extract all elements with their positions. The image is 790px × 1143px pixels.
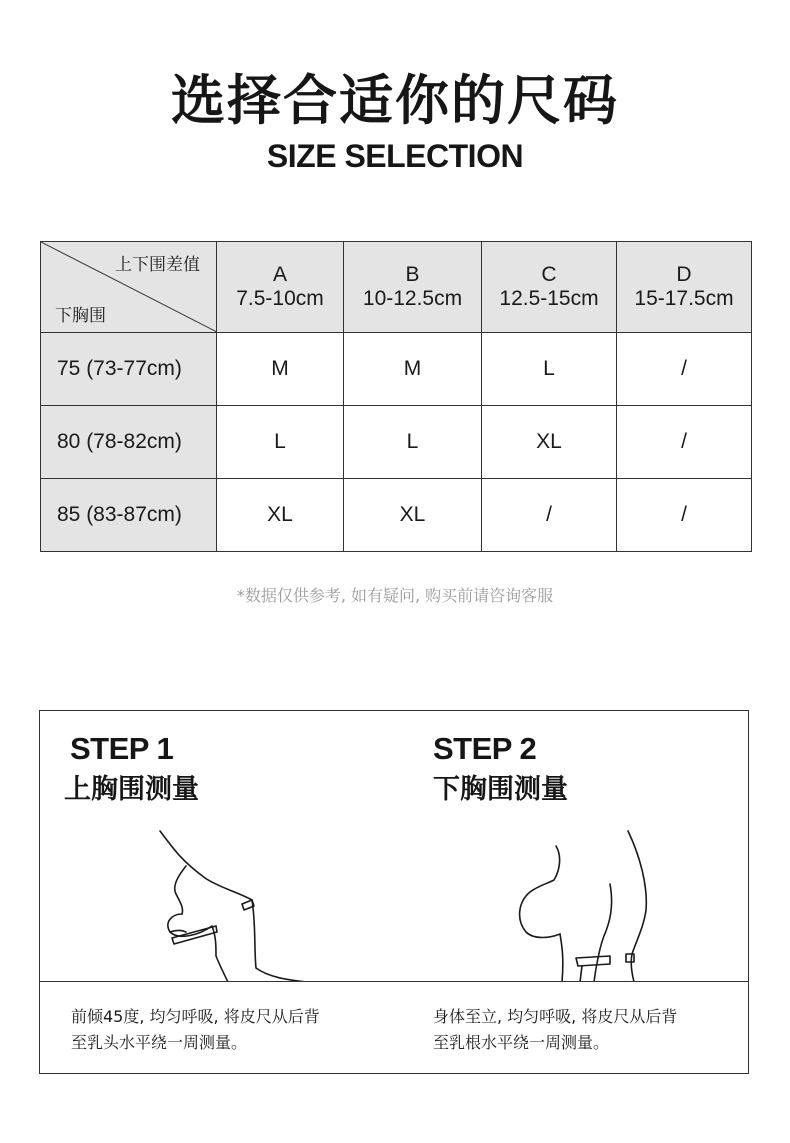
step-2-subtitle: 下胸围测量 (433, 774, 568, 805)
steps-divider (40, 981, 748, 982)
disclaimer-note: *数据仅供参考, 如有疑问, 购买前请咨询客服 (236, 586, 554, 605)
cup-name: D (676, 263, 692, 286)
step-1-label: STEP 1 (70, 731, 174, 766)
column-header-b (344, 242, 482, 333)
table-header-row (41, 242, 752, 333)
column-axis-label: 上下围差值 (115, 255, 200, 275)
step-2-desc-line: 身体至立, 均匀呼吸, 将皮尺从后背 (433, 1007, 678, 1026)
table-cell: XL (344, 479, 482, 552)
step-1-desc-line: 至乳头水平绕一周测量。 (71, 1033, 248, 1052)
row-header: 80 (78-82cm) (41, 406, 217, 479)
table-cell: M (344, 333, 482, 406)
cup-range: 12.5-15cm (499, 287, 599, 310)
table-row (41, 406, 752, 479)
row-axis-label: 下胸围 (55, 306, 106, 326)
table-cell: L (482, 333, 617, 406)
size-chart-table (40, 241, 752, 552)
page-title: 选择合适你的尺码 (171, 69, 619, 132)
page-subtitle: SIZE SELECTION (266, 138, 524, 174)
step-1-description (71, 1004, 320, 1056)
cup-name: A (272, 263, 287, 286)
column-header-d (617, 242, 752, 333)
table-row (41, 479, 752, 552)
step-1-desc-line: 前倾45度, 均匀呼吸, 将皮尺从后背 (71, 1007, 320, 1026)
table-cell: XL (482, 406, 617, 479)
row-header: 75 (73-77cm) (41, 333, 217, 406)
table-cell: M (217, 333, 344, 406)
table-cell: XL (217, 479, 344, 552)
cup-range: 15-17.5cm (634, 287, 734, 310)
table-cell: L (217, 406, 344, 479)
row-header: 85 (83-87cm) (41, 479, 217, 552)
table-cell: / (617, 406, 752, 479)
column-header-a (217, 242, 344, 333)
cup-name: B (405, 263, 420, 286)
step-1-subtitle: 上胸围测量 (64, 774, 199, 805)
cup-range: 10-12.5cm (362, 287, 463, 310)
column-header-c (482, 242, 617, 333)
leaning-torso-illustration (120, 826, 320, 982)
table-cell: / (482, 479, 617, 552)
table-row (41, 333, 752, 406)
table-cell: / (617, 333, 752, 406)
table-cell: / (617, 479, 752, 552)
cup-range: 7.5-10cm (236, 287, 324, 310)
step-2-desc-line: 至乳根水平绕一周测量。 (433, 1033, 610, 1052)
step-2-label: STEP 2 (433, 731, 537, 766)
cup-name: C (541, 263, 557, 286)
step-2-description (433, 1004, 677, 1056)
table-cell: L (344, 406, 482, 479)
standing-torso-illustration (500, 826, 660, 982)
table-corner-cell (41, 242, 217, 333)
measurement-steps-panel (39, 710, 749, 1074)
